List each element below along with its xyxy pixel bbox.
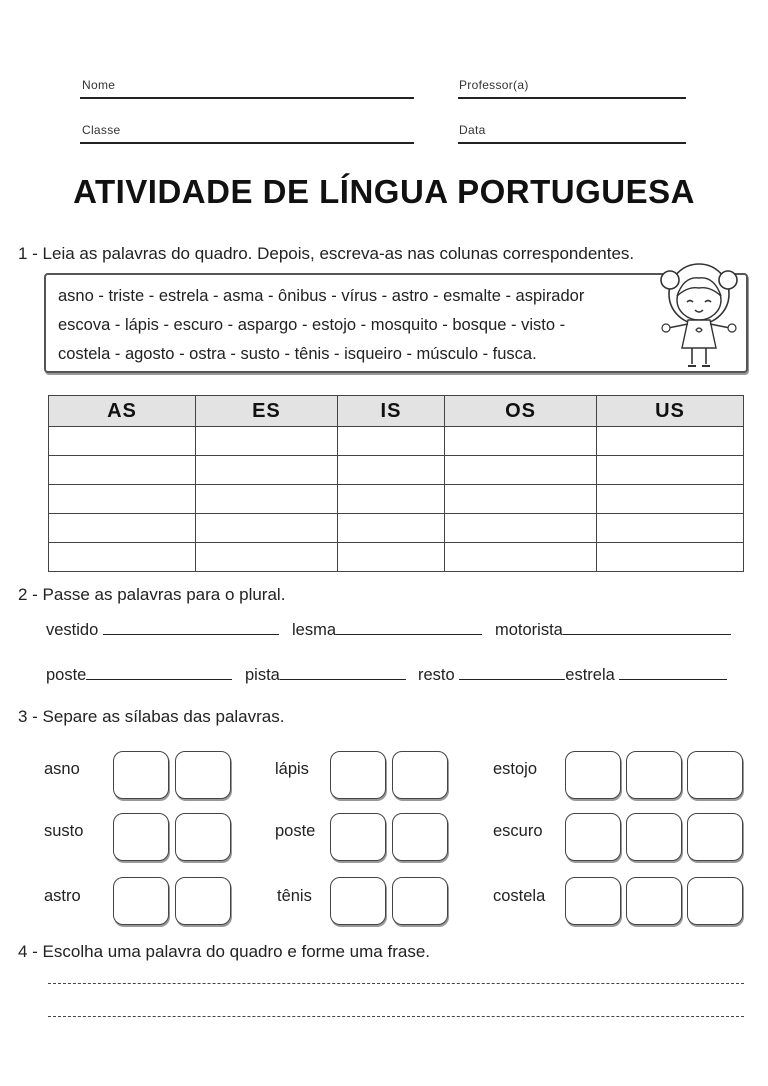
syllable-word-astro: astro [44,887,81,905]
column-header-es: ES [195,396,337,427]
table-cell[interactable] [49,485,196,514]
syllable-box[interactable] [330,813,386,861]
syllable-word-poste: poste [275,822,316,840]
table-row [49,456,744,485]
table-cell[interactable] [597,456,744,485]
syllable-box[interactable] [392,877,448,925]
syllable-word-tenis: tênis [277,887,312,905]
syllable-box[interactable] [565,751,621,799]
column-header-as: AS [49,396,196,427]
class-field[interactable] [80,142,414,144]
name-field[interactable] [80,97,414,99]
syllable-box[interactable] [565,813,621,861]
plural-word-vestido: vestido [46,621,99,639]
syllable-box[interactable] [392,751,448,799]
word-box [44,273,748,373]
plural-word-resto: resto [418,666,455,684]
column-header-os: OS [445,396,597,427]
plural-word-lesma: lesma [292,621,337,639]
plural-blank-estrela[interactable] [619,665,727,680]
plural-blank-vestido[interactable] [103,620,279,635]
syllable-box[interactable] [687,751,743,799]
syllable-box[interactable] [626,877,682,925]
syllable-box[interactable] [113,751,169,799]
table-cell[interactable] [597,485,744,514]
syllable-word-escuro: escuro [493,822,543,840]
name-label: Nome [82,78,116,92]
table-cell[interactable] [445,456,597,485]
table-cell[interactable] [337,456,444,485]
table-cell[interactable] [195,543,337,572]
syllable-word-costela: costela [493,887,546,905]
plural-word-poste: poste [46,666,87,684]
date-field[interactable] [458,142,686,144]
syllable-box[interactable] [626,813,682,861]
table-cell[interactable] [597,427,744,456]
table-cell[interactable] [49,543,196,572]
plural-blank-resto[interactable] [459,665,565,680]
syllable-box[interactable] [626,751,682,799]
table-cell[interactable] [597,514,744,543]
syllable-box[interactable] [392,813,448,861]
girl-illustration-icon [658,256,740,372]
plural-word-pista: pista [245,666,280,684]
syllable-word-estojo: estojo [493,760,538,778]
syllable-box[interactable] [687,813,743,861]
teacher-label: Professor(a) [459,78,529,92]
table-cell[interactable] [195,514,337,543]
table-row [49,427,744,456]
table-row [49,543,744,572]
table-cell[interactable] [195,456,337,485]
table-cell[interactable] [49,427,196,456]
table-cell[interactable] [597,543,744,572]
page-title: ATIVIDADE DE LÍNGUA PORTUGUESA [73,173,695,210]
syllable-box[interactable] [330,751,386,799]
column-header-us: US [597,396,744,427]
table-cell[interactable] [445,514,597,543]
table-cell[interactable] [49,456,196,485]
word-line-2: escova - lápis - escuro - aspargo - estojo - mosquito - bosque - visto - [58,316,566,334]
question-1-prompt: 1 - Leia as palavras do quadro. Depois, escreva-as nas colunas correspondentes. [18,244,635,263]
syllable-word-susto: susto [44,822,84,840]
word-line-1: asno - triste - estrela - asma - ônibus - vírus - astro - esmalte - aspirador [58,287,585,305]
syllable-word-lapis: lápis [275,760,309,778]
table-cell[interactable] [445,427,597,456]
table-cell[interactable] [337,514,444,543]
table-cell[interactable] [49,514,196,543]
question-4-prompt: 4 - Escolha uma palavra do quadro e forme uma frase. [18,942,430,961]
teacher-field[interactable] [458,97,686,99]
column-header-is: IS [337,396,444,427]
syllable-word-asno: asno [44,760,80,778]
date-label: Data [459,123,486,137]
syllable-box[interactable] [565,877,621,925]
plural-blank-lesma[interactable] [336,620,482,635]
plural-blank-motorista[interactable] [563,620,731,635]
answer-line[interactable] [48,1016,744,1017]
table-row [49,514,744,543]
syllable-box[interactable] [175,813,231,861]
plural-blank-poste[interactable] [86,665,232,680]
word-line-3: costela - agosto - ostra - susto - tênis - isqueiro - músculo - fusca. [58,345,537,363]
table-cell[interactable] [337,485,444,514]
table-cell[interactable] [337,543,444,572]
syllable-box[interactable] [330,877,386,925]
syllable-box[interactable] [113,877,169,925]
table-cell[interactable] [195,427,337,456]
table-cell[interactable] [195,485,337,514]
question-3-prompt: 3 - Separe as sílabas das palavras. [18,707,285,726]
syllable-box[interactable] [175,751,231,799]
syllable-box[interactable] [175,877,231,925]
question-2-prompt: 2 - Passe as palavras para o plural. [18,585,286,604]
syllable-box[interactable] [687,877,743,925]
plural-blank-pista[interactable] [280,665,406,680]
table-cell[interactable] [337,427,444,456]
plural-word-motorista: motorista [495,621,563,639]
table-cell[interactable] [445,485,597,514]
table-row [49,485,744,514]
class-label: Classe [82,123,121,137]
syllable-box[interactable] [113,813,169,861]
columns-table [48,395,744,572]
answer-line[interactable] [48,983,744,984]
table-cell[interactable] [445,543,597,572]
plural-word-estrela: estrela [565,666,615,684]
